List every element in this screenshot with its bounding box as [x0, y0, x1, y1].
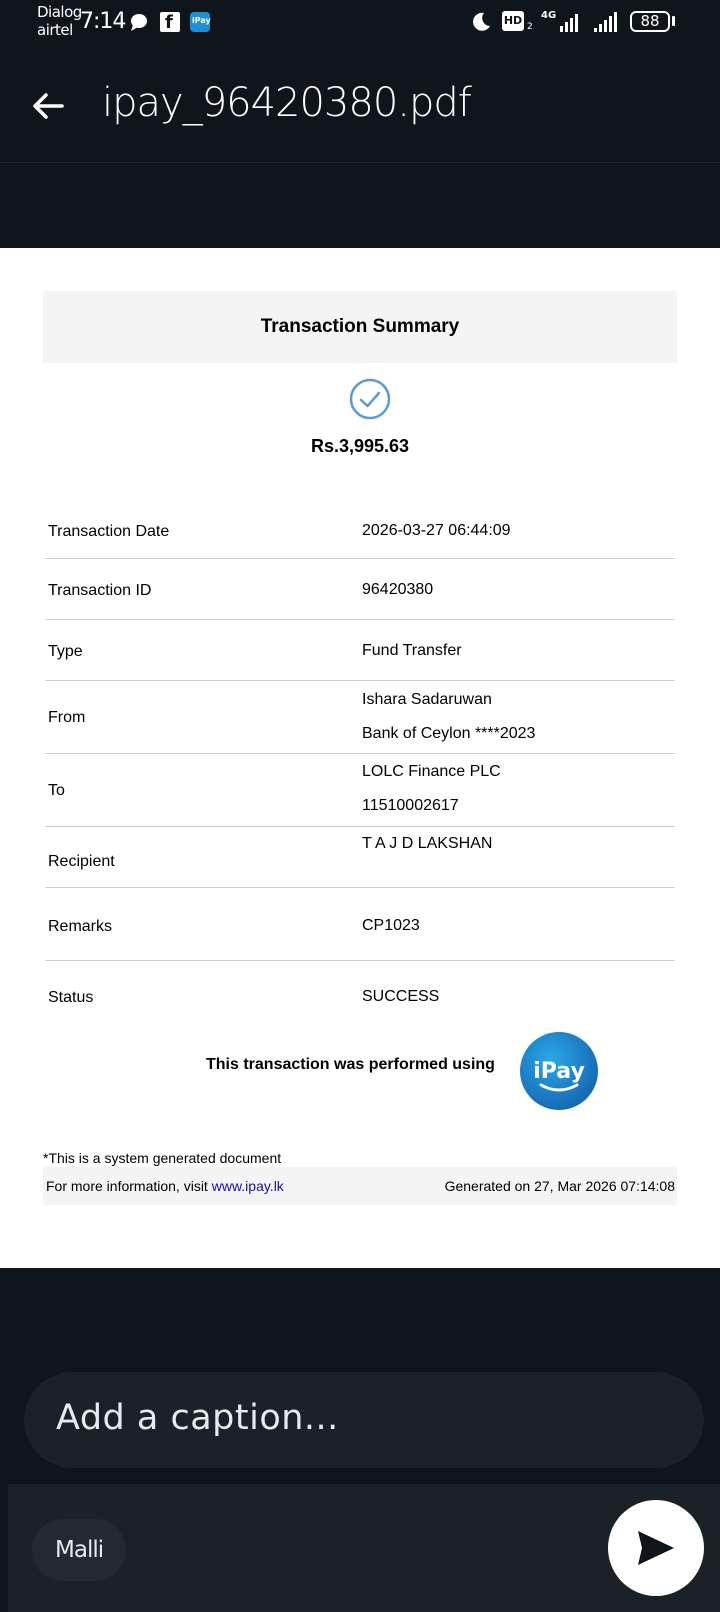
- app-header: [0, 44, 720, 163]
- row-from: [45, 681, 675, 754]
- caption-input[interactable]: [24, 1372, 704, 1468]
- row-key: From: [48, 709, 86, 726]
- battery-tip: [672, 16, 675, 26]
- row-to: [45, 754, 675, 827]
- recipient-chip[interactable]: Malli: [32, 1519, 126, 1581]
- row-value: T A J D LAKSHAN: [362, 835, 493, 852]
- status-bar: [0, 0, 720, 44]
- row-value: Ishara Sadaruwan: [362, 691, 492, 708]
- pdf-preview: [0, 248, 720, 1268]
- send-bar: [8, 1484, 720, 1612]
- check-circle-icon: [349, 378, 391, 420]
- doc-footer: [43, 1167, 677, 1205]
- row-value-2: Bank of Ceylon ****2023: [362, 725, 536, 742]
- row-recipient: [45, 827, 675, 888]
- row-key: Status: [48, 989, 94, 1006]
- facebook-icon: f: [160, 12, 180, 32]
- carrier-label: [37, 3, 82, 39]
- row-value: SUCCESS: [362, 988, 440, 1005]
- row-type: [45, 620, 675, 681]
- svg-text:iPay: iPay: [533, 1059, 585, 1084]
- send-button[interactable]: [608, 1500, 704, 1596]
- row-key: Transaction Date: [48, 523, 170, 540]
- signal-strength-icon: [560, 12, 582, 32]
- ipay-website-link[interactable]: www.ipay.lk: [211, 1178, 284, 1194]
- system-note: *This is a system generated document: [43, 1150, 282, 1166]
- ipay-app-icon: iPay: [190, 12, 210, 32]
- row-transaction-id: [45, 559, 675, 620]
- carrier-line-1: Dialog: [37, 3, 82, 21]
- signal-strength-icon-2: [594, 12, 622, 32]
- hd-icon: HD: [502, 11, 524, 31]
- status-time: 7:14: [80, 9, 126, 34]
- row-key: Transaction ID: [48, 582, 152, 599]
- ipay-logo: [519, 1031, 599, 1111]
- carrier-line-2: airtel: [37, 21, 73, 39]
- row-status: [45, 961, 675, 1021]
- row-value: Fund Transfer: [362, 642, 462, 659]
- summary-title: Transaction Summary: [260, 316, 460, 337]
- send-icon: [636, 1529, 676, 1567]
- row-value: CP1023: [362, 917, 420, 934]
- row-key: Type: [48, 643, 83, 660]
- back-arrow-icon[interactable]: [28, 86, 68, 126]
- moon-icon: [470, 11, 492, 33]
- transaction-amount: Rs.3,995.63: [310, 436, 410, 456]
- row-remarks: [45, 888, 675, 961]
- chat-bubble-icon: [129, 12, 149, 32]
- row-transaction-date: [45, 498, 675, 559]
- footer-info: [46, 1178, 284, 1194]
- battery-icon: 88: [630, 11, 670, 32]
- row-key: To: [48, 782, 65, 799]
- network-type-label: 4G: [541, 10, 557, 21]
- generated-on-text: Generated on 27, Mar 2026 07:14:08: [444, 1178, 675, 1194]
- row-key: Recipient: [48, 853, 115, 870]
- caption-placeholder: Add a caption...: [56, 1398, 339, 1438]
- footer-info-text: For more information, visit: [46, 1178, 208, 1194]
- row-value: LOLC Finance PLC: [362, 763, 501, 780]
- row-value: 96420380: [362, 581, 434, 598]
- row-value-2: 11510002617: [362, 797, 459, 814]
- hd-sim-number: 2: [527, 22, 533, 32]
- summary-header: [43, 291, 677, 363]
- performed-using-text: This transaction was performed using: [206, 1056, 495, 1073]
- row-value: 2026-03-27 06:44:09: [362, 522, 511, 539]
- file-title: ipay_96420380.pdf: [102, 80, 471, 126]
- row-key: Remarks: [48, 918, 113, 935]
